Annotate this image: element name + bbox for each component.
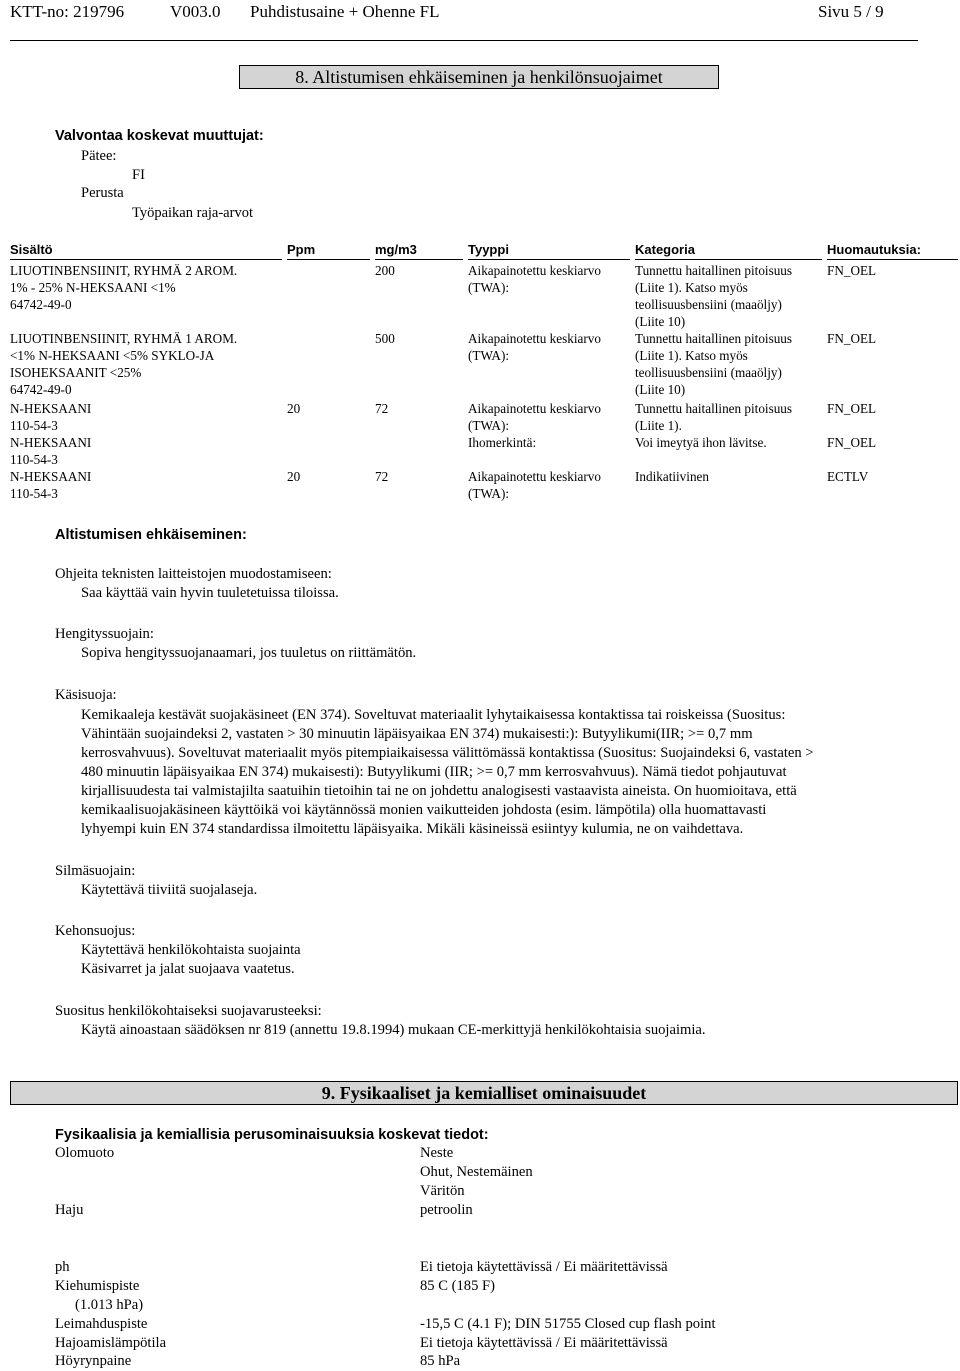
kasi-label: Käsisuoja:	[55, 687, 117, 703]
cell-kategoria: (Liite 1). Katso myös	[635, 348, 748, 363]
prop-value: -15,5 C (4.1 F); DIN 51755 Closed cup flash point	[420, 1316, 716, 1332]
section-9-subtitle: Fysikaalisia ja kemiallisia perusominaisuuksia koskevat tiedot:	[55, 1127, 489, 1143]
prop-value: petroolin	[420, 1202, 473, 1218]
prop-value: Ei tietoja käytettävissä / Ei määritettävissä	[420, 1335, 668, 1351]
suositus-text: Käytä ainoastaan säädöksen nr 819 (annettu 19.8.1994) mukaan CE-merkittyjä henkilökohtaisia suojaimia.	[81, 1022, 706, 1038]
col-header-huomautuksia: Huomautuksia:	[827, 242, 921, 257]
cell-mgm3: 72	[375, 401, 389, 416]
header-product: Puhdistusaine + Ohenne FL	[250, 2, 440, 21]
cell-kategoria: (Liite 1).	[635, 418, 682, 433]
header-ktt-no: KTT-no: 219796	[10, 2, 125, 21]
kasi-line: kerrosvahvuus). Soveltuvat materiaalit myös pitempiaikaisessa välittömässä kontaktissa (Suositus: Suojaindeksi 6, vastaten >	[81, 745, 814, 761]
kasi-line: 480 minuutin läpäisyaikaa EN 374) mukaisesti): Butyylikumi (IIR; >= 0,7 mm kerrosvahvuus). Nämä tiedot pohjautuvat	[81, 764, 787, 780]
cell-sisalto: N-HEKSAANI	[10, 435, 92, 450]
prop-label-leimahduspiste: Leimahduspiste	[55, 1316, 148, 1332]
cell-sisalto: <1% N-HEKSAANI <5% SYKLO-JA	[10, 348, 215, 363]
cell-mgm3: 200	[375, 263, 395, 278]
cell-kategoria: Voi imeytyä ihon lävitse.	[635, 435, 767, 450]
header-underline	[287, 259, 370, 260]
cell-sisalto: ISOHEKSAANIT <25%	[10, 365, 142, 380]
prop-label-olomuoto: Olomuoto	[55, 1145, 115, 1161]
section-9-title-box	[10, 1081, 958, 1105]
cell-kategoria: teollisuusbensiini (maaöljy)	[635, 365, 782, 380]
cell-kategoria: Tunnettu haitallinen pitoisuus	[635, 331, 793, 346]
prop-label-hoyrynpaine: Höyrynpaine	[55, 1353, 132, 1369]
cell-sisalto: LIUOTINBENSIINIT, RYHMÄ 2 AROM.	[10, 263, 238, 278]
cell-kategoria: (Liite 1). Katso myös	[635, 280, 748, 295]
silma-label: Silmäsuojain:	[55, 863, 136, 879]
cell-tyyppi: (TWA):	[468, 418, 510, 433]
cell-sisalto: N-HEKSAANI	[10, 469, 92, 484]
prop-sublabel: (1.013 hPa)	[75, 1297, 144, 1313]
cell-mgm3: 72	[375, 469, 389, 484]
header-version: V003.0	[170, 2, 221, 21]
kasi-line: Kemikaaleja kestävät suojakäsineet (EN 374). Soveltuvat materiaalit lyhytaikaisessa kontaktissa tai roiskeissa (Suositus:	[81, 707, 786, 723]
cell-mgm3: 500	[375, 331, 395, 346]
kasi-line: kirjallisuudesta tai valmistajilta saatuihin tietoihin tai ne on johdettu analogisesti vastaavista aineista. On huomioitava, että	[81, 783, 797, 799]
altistumisen-label: Altistumisen ehkäiseminen:	[55, 527, 247, 543]
section-8-title: 8. Altistumisen ehkäiseminen ja henkilönsuojaimet	[295, 67, 663, 87]
cell-tyyppi: (TWA):	[468, 280, 510, 295]
perusta-label: Perusta	[81, 185, 124, 201]
cell-huomautuksia: FN_OEL	[827, 331, 877, 346]
suositus-label: Suositus henkilökohtaiseksi suojavarusteeksi:	[55, 1003, 322, 1019]
cell-huomautuksia: FN_OEL	[827, 263, 877, 278]
cell-kategoria: (Liite 10)	[635, 382, 686, 397]
cell-kategoria: Tunnettu haitallinen pitoisuus	[635, 401, 793, 416]
kasi-line: kemikaalisuojakäsineen käyttöikä voi käytännössä monien vaikutteiden johdosta (esim. lämpötila) olla huomattavasti	[81, 802, 767, 818]
cell-huomautuksia: FN_OEL	[827, 401, 877, 416]
header-underline	[468, 259, 630, 260]
keho-line: Käytettävä henkilökohtaista suojainta	[81, 942, 301, 958]
cell-sisalto: 1% - 25% N-HEKSAANI <1%	[10, 280, 176, 295]
cell-ppm: 20	[287, 401, 301, 416]
ohjeita-label: Ohjeita teknisten laitteistojen muodostamiseen:	[55, 566, 332, 582]
cell-kategoria: (Liite 10)	[635, 314, 686, 329]
cell-tyyppi: Ihomerkintä:	[468, 435, 537, 450]
prop-label-ph: ph	[55, 1259, 70, 1275]
prop-value: 85 C (185 F)	[420, 1278, 495, 1294]
cell-sisalto: 110-54-3	[10, 452, 58, 467]
header-underline	[635, 259, 822, 260]
cell-sisalto: 64742-49-0	[10, 297, 72, 312]
cell-tyyppi: Aikapainotettu keskiarvo	[468, 331, 601, 346]
valvonta-label: Valvontaa koskevat muuttujat:	[55, 128, 264, 144]
cell-sisalto: 64742-49-0	[10, 382, 72, 397]
cell-tyyppi: Aikapainotettu keskiarvo	[468, 263, 601, 278]
silma-text: Käytettävä tiiviitä suojalaseja.	[81, 882, 258, 898]
header-page-number: Sivu 5 / 9	[818, 2, 884, 21]
kasi-line: lyhyempi kuin EN 374 standardissa ilmoitettu läpäisyaika. Mikäli käsineissä esiintyy kulumia, ne on vaihdettava.	[81, 821, 744, 837]
prop-value: Ohut, Nestemäinen	[420, 1164, 533, 1180]
header-underline	[10, 259, 282, 260]
col-header-sisalto: Sisältö	[10, 242, 53, 257]
section-9-title: 9. Fysikaaliset ja kemialliset ominaisuudet	[321, 1083, 647, 1103]
kasi-line: Vähintään suojaindeksi 2, vastaten > 30 minuutin läpäisyaikaa EN 374) mukaisesti:): Butyylikumi(IIR; >= 0,7 mm	[81, 726, 753, 742]
cell-kategoria: Indikatiivinen	[635, 469, 709, 484]
header-underline	[375, 259, 463, 260]
prop-value: 85 hPa	[420, 1353, 461, 1369]
hengitys-text: Sopiva hengityssuojanaamari, jos tuuletus on riittämätön.	[81, 645, 417, 661]
hengitys-label: Hengityssuojain:	[55, 626, 154, 642]
patee-label: Pätee:	[81, 148, 117, 164]
keho-line: Käsivarret ja jalat suojaava vaatetus.	[81, 961, 295, 977]
prop-value: Ei tietoja käytettävissä / Ei määritettävissä	[420, 1259, 668, 1275]
header-underline	[827, 259, 958, 260]
prop-value: Väritön	[420, 1183, 465, 1199]
cell-kategoria: Tunnettu haitallinen pitoisuus	[635, 263, 793, 278]
cell-sisalto: 110-54-3	[10, 418, 58, 433]
cell-huomautuksia: ECTLV	[827, 469, 869, 484]
header-divider	[10, 40, 918, 41]
ohjeita-text: Saa käyttää vain hyvin tuuletetuissa tiloissa.	[81, 585, 339, 601]
cell-tyyppi: (TWA):	[468, 486, 510, 501]
cell-huomautuksia: FN_OEL	[827, 435, 877, 450]
col-header-kategoria: Kategoria	[635, 242, 695, 257]
section-8-title-box	[239, 65, 719, 89]
cell-tyyppi: Aikapainotettu keskiarvo	[468, 469, 601, 484]
cell-sisalto: LIUOTINBENSIINIT, RYHMÄ 1 AROM.	[10, 331, 238, 346]
col-header-tyyppi: Tyyppi	[468, 242, 509, 257]
keho-label: Kehonsuojus:	[55, 923, 136, 939]
patee-value: FI	[132, 167, 145, 183]
prop-label-haju: Haju	[55, 1202, 84, 1218]
prop-value: Neste	[420, 1145, 454, 1161]
prop-label-kiehumispiste: Kiehumispiste	[55, 1278, 140, 1294]
cell-tyyppi: Aikapainotettu keskiarvo	[468, 401, 601, 416]
cell-sisalto: N-HEKSAANI	[10, 401, 92, 416]
perusta-value: Työpaikan raja-arvot	[132, 205, 253, 221]
col-header-mgm3: mg/m3	[375, 242, 417, 257]
cell-sisalto: 110-54-3	[10, 486, 58, 501]
cell-tyyppi: (TWA):	[468, 348, 510, 363]
cell-kategoria: teollisuusbensiini (maaöljy)	[635, 297, 782, 312]
prop-label-hajoamislampotila: Hajoamislämpötila	[55, 1335, 167, 1351]
cell-ppm: 20	[287, 469, 301, 484]
col-header-ppm: Ppm	[287, 242, 316, 257]
